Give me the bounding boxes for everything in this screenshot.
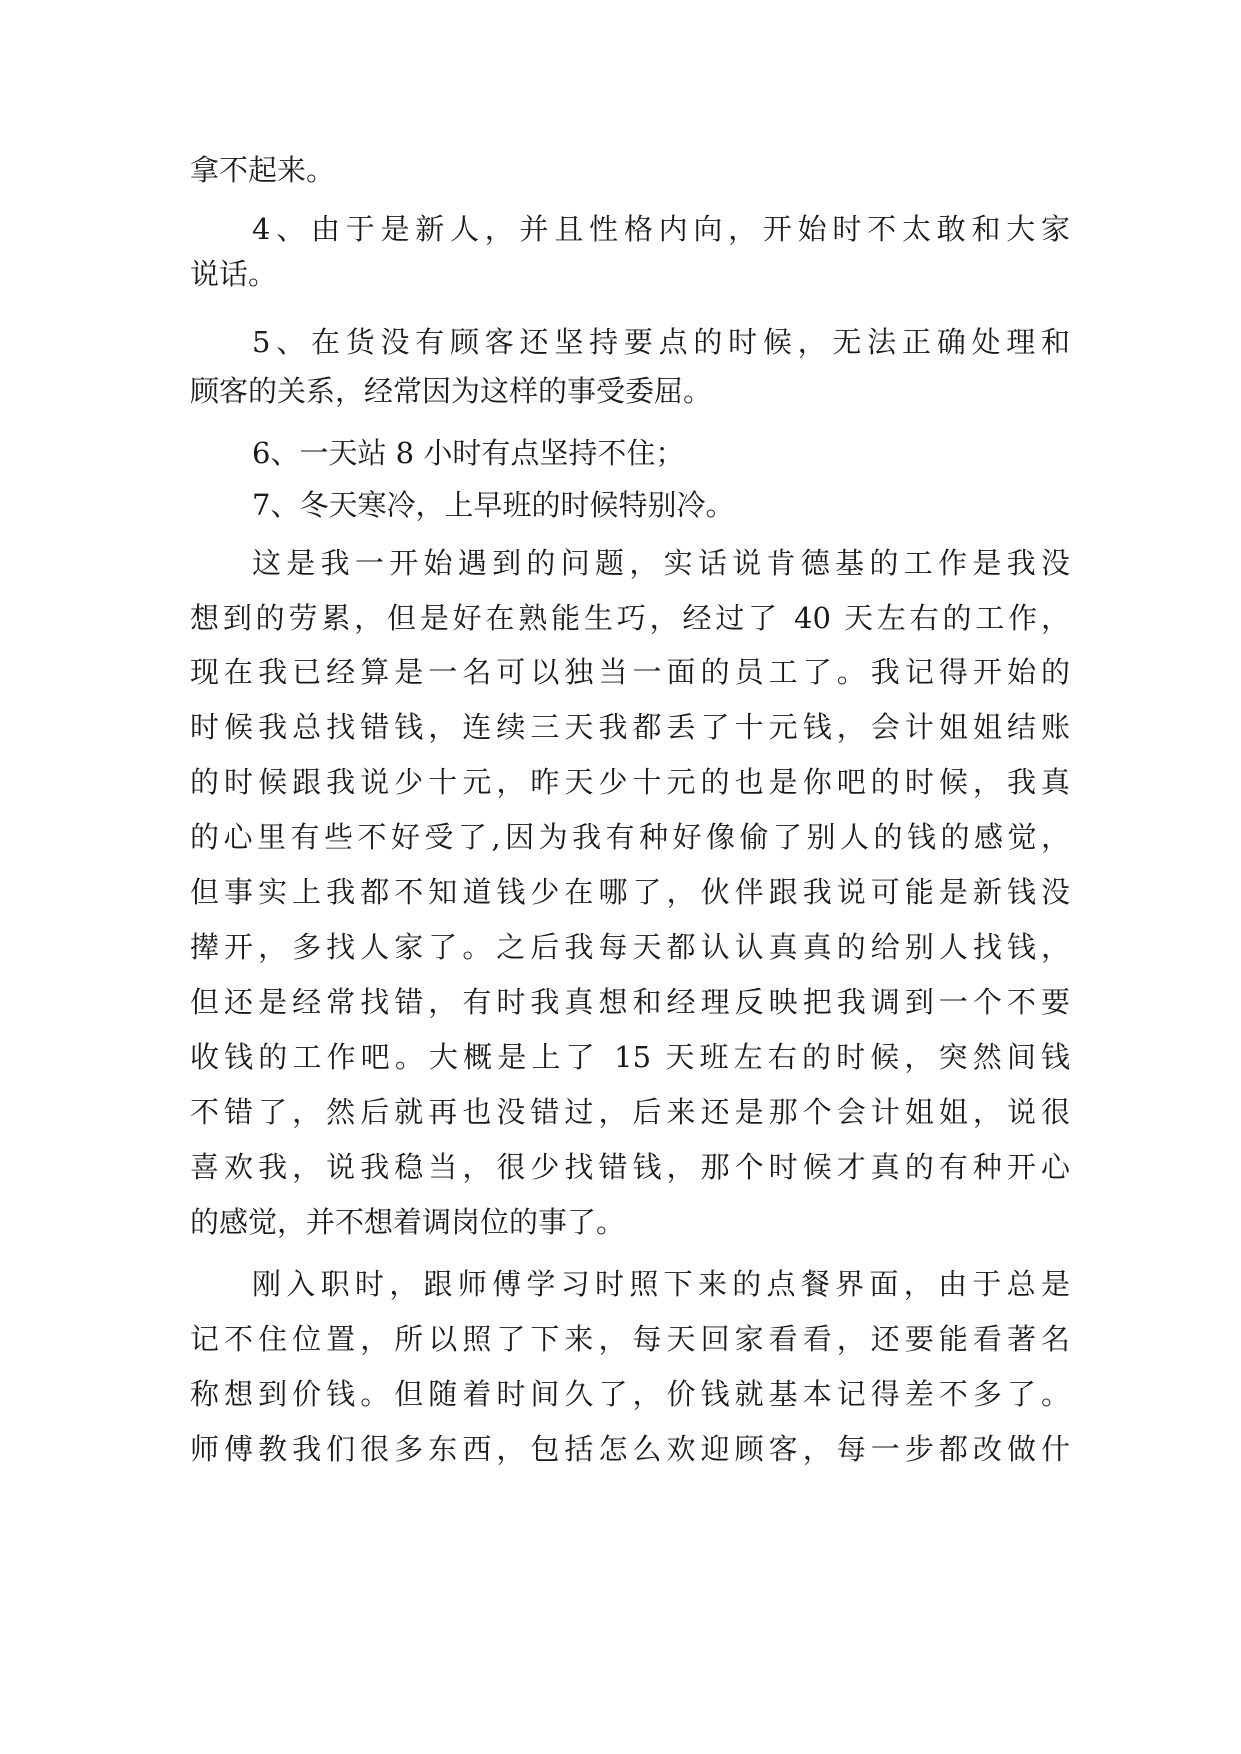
- text-line: 但事实上我都不知道钱少在哪了，伙伴跟我说可能是新钱没: [190, 875, 1070, 909]
- text-line: 收钱的工作吧。大概是上了 15 天班左右的时候，突然间钱: [190, 1040, 1070, 1074]
- text-line: 不错了，然后就再也没错过，后来还是那个会计姐姐，说很: [190, 1095, 1070, 1129]
- text-line: 的时候跟我说少十元，昨天少十元的也是你吧的时候，我真: [190, 765, 1070, 799]
- text-line: 撵开，多找人家了。之后我每天都认认真真的给别人找钱，: [190, 930, 1070, 964]
- text-line: 时候我总找错钱，连续三天我都丢了十元钱，会计姐姐结账: [190, 710, 1070, 744]
- text-line: 称想到价钱。但随着时间久了，价钱就基本记得差不多了。: [190, 1377, 1070, 1411]
- text-line: 5、在货没有顾客还坚持要点的时候，无法正确处理和: [252, 325, 1070, 359]
- text-line: 的心里有些不好受了,因为我有种好像偷了别人的钱的感觉，: [190, 820, 1070, 854]
- text-line: 4、由于是新人，并且性格内向，开始时不太敢和大家: [252, 212, 1070, 246]
- text-line: 6、一天站 8 小时有点坚持不住；: [252, 436, 685, 470]
- text-line: 顾客的关系，经常因为这样的事受委屈。: [190, 374, 713, 408]
- text-line: 记不住位置，所以照了下来，每天回家看看，还要能看著名: [190, 1322, 1070, 1356]
- text-line: 师傅教我们很多东西，包括怎么欢迎顾客，每一步都改做什: [190, 1432, 1070, 1466]
- text-line: 想到的劳累，但是好在熟能生巧，经过了 40 天左右的工作，: [190, 601, 1070, 635]
- text-line: 7、冬天寒冷，上早班的时候特别冷。: [252, 488, 735, 522]
- text-line: 的感觉，并不想着调岗位的事了。: [190, 1205, 626, 1239]
- text-line: 刚入职时，跟师傅学习时照下来的点餐界面，由于总是: [252, 1267, 1070, 1301]
- text-line: 拿不起来。: [190, 153, 336, 187]
- text-line: 喜欢我，说我稳当，很少找错钱，那个时候才真的有种开心: [190, 1150, 1070, 1184]
- text-line: 这是我一开始遇到的问题，实话说肯德基的工作是我没: [252, 546, 1070, 580]
- text-line: 说话。: [190, 257, 278, 291]
- text-line: 但还是经常找错，有时我真想和经理反映把我调到一个不要: [190, 985, 1070, 1019]
- text-line: 现在我已经算是一名可以独当一面的员工了。我记得开始的: [190, 655, 1070, 689]
